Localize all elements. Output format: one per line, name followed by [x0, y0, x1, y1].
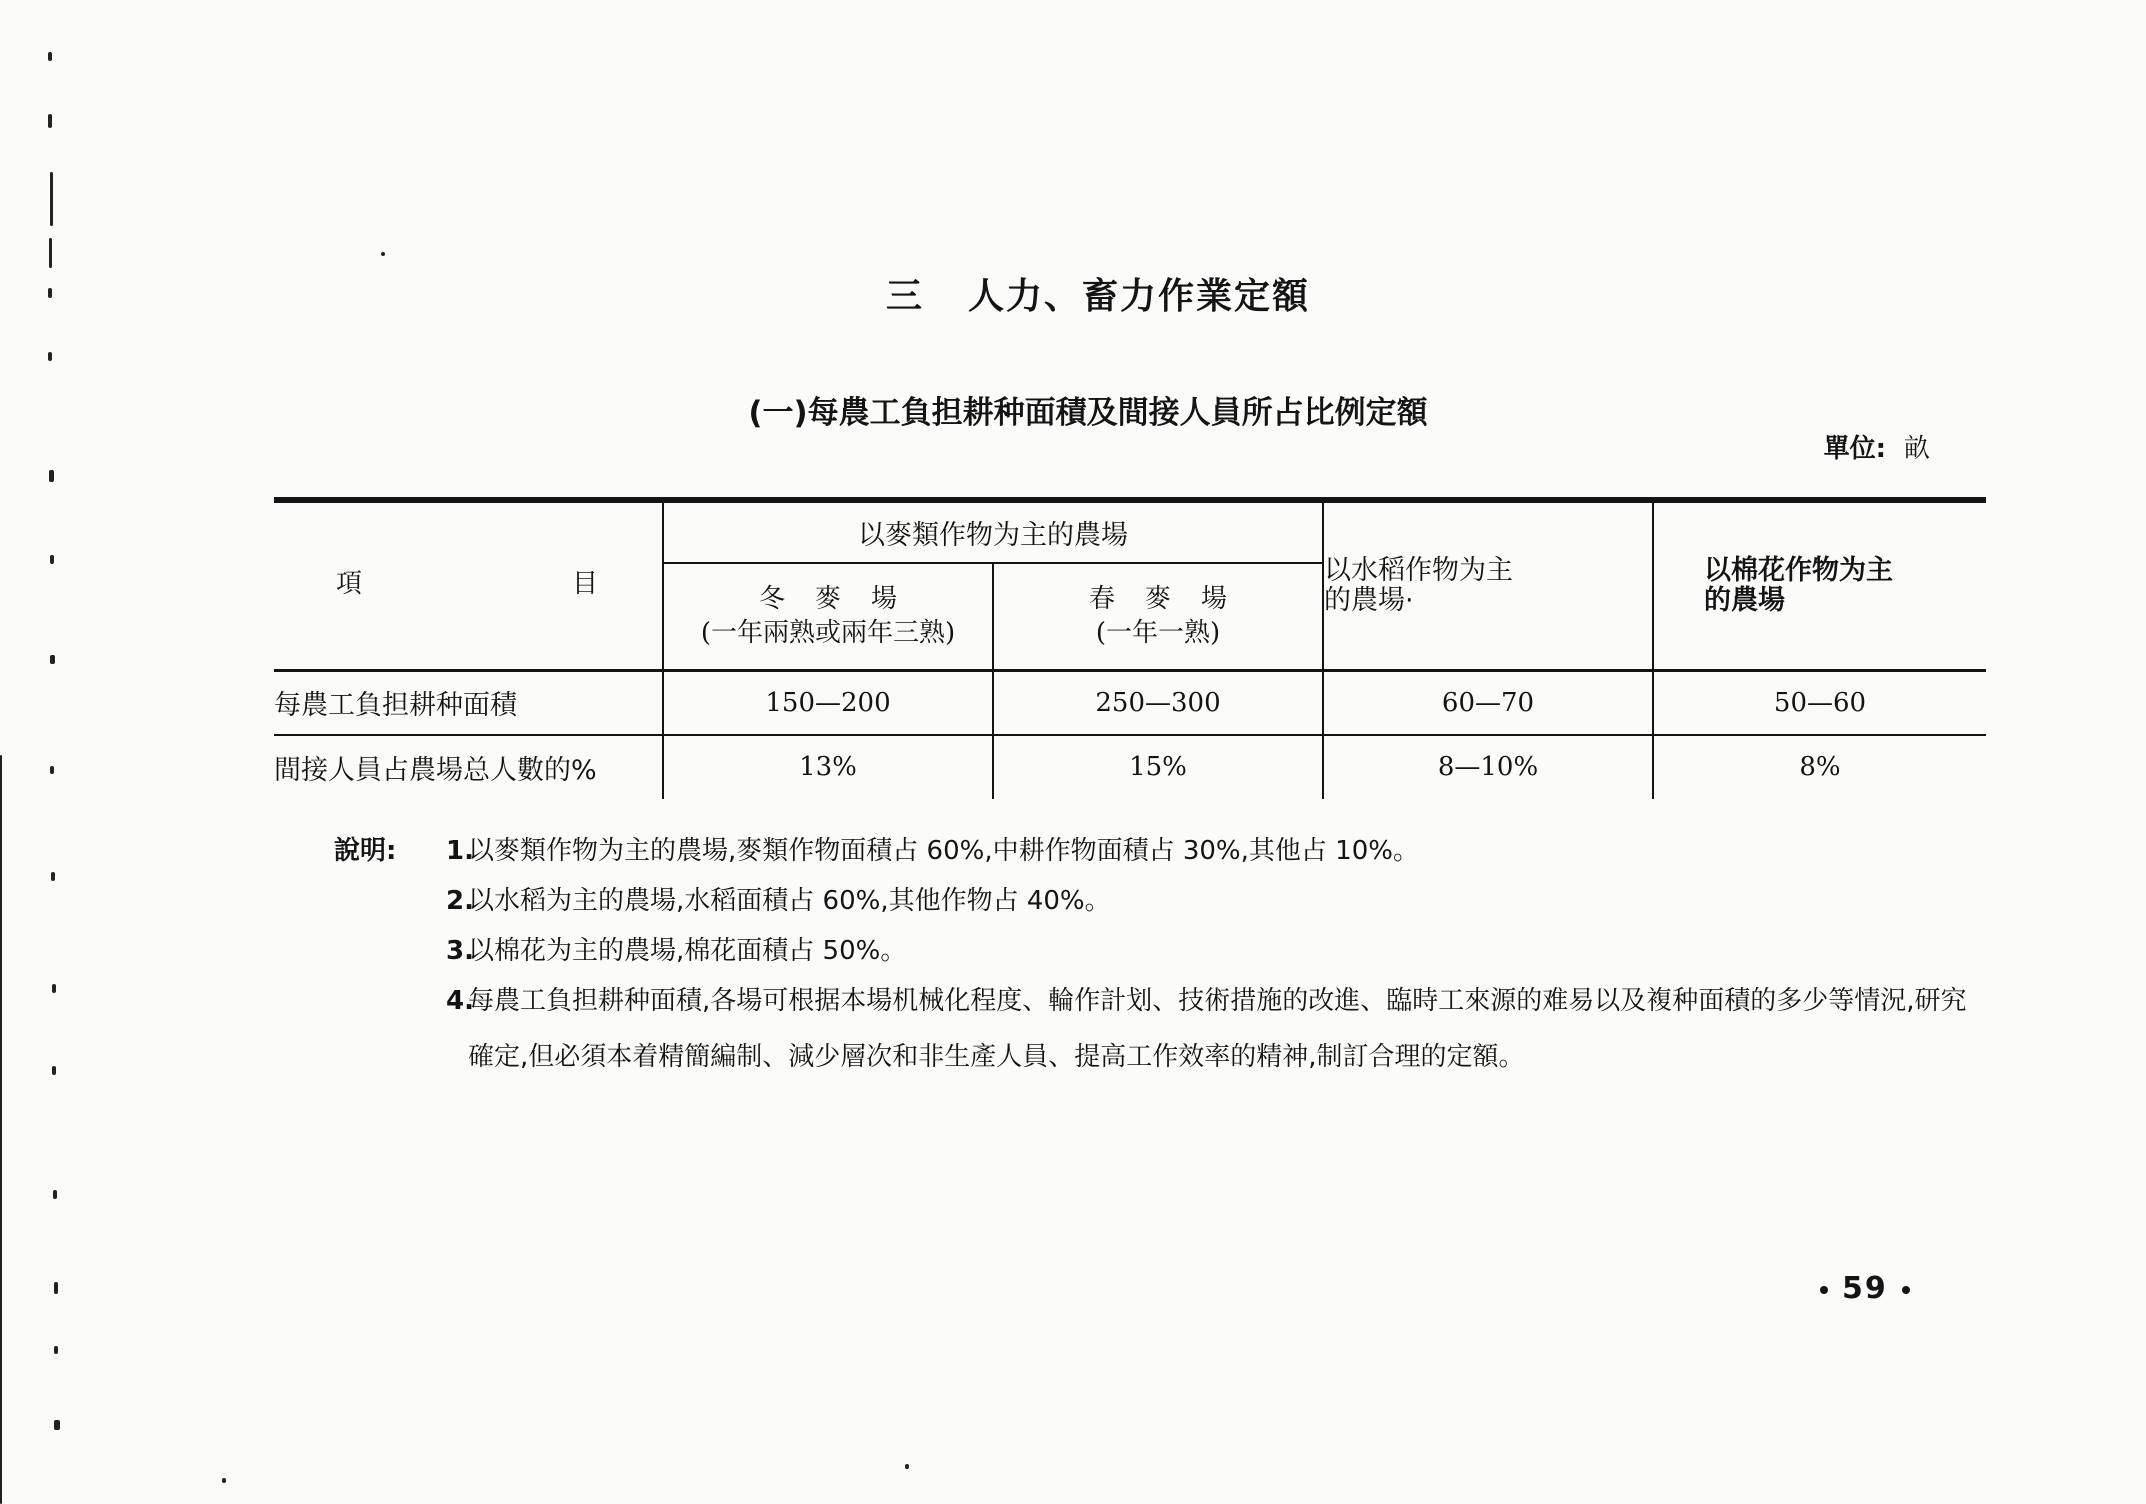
scan-mark: [53, 1190, 57, 1199]
spring-wheat-note: (一年一熟): [1095, 618, 1221, 649]
table-row: [274, 735, 1986, 799]
spring-wheat-name: 春麥場: [1088, 584, 1257, 615]
unit-value: 畝: [1903, 434, 1930, 464]
note-text: 每農工負担耕种面積,各場可根据本場机械化程度、輪作計划、技術措施的改進、臨時工來源的难易以及複种面積的多少等情況,研究確定,但必須本着精簡編制、減少層次和非生產人員、提高工作效率的精神,制訂合理的定額。: [468, 986, 1967, 1072]
spring-wheat-header: [993, 563, 1323, 671]
item-header-right: 目: [571, 569, 598, 599]
table-cell: 150—200: [663, 671, 993, 735]
scan-mark: [48, 114, 52, 128]
cotton-header-line1: 以棉花作物为主: [1704, 555, 1893, 586]
row-label: 每農工負担耕种面積: [274, 671, 663, 735]
item-header: [274, 503, 663, 671]
rice-header-line2: 的農場·: [1324, 585, 1414, 616]
table-row: [274, 671, 1986, 735]
rice-header: [1323, 503, 1653, 671]
scan-mark: [52, 984, 56, 993]
note-item: [446, 876, 2024, 926]
notes-list: [446, 826, 2024, 1085]
notes: [334, 826, 2024, 1085]
unit-label: [1824, 428, 1930, 465]
scan-mark: [50, 655, 55, 664]
wheat-group-header: 以麥類作物为主的農場: [663, 503, 1323, 563]
table-cell: 50—60: [1653, 671, 1986, 735]
scan-mark: [49, 238, 52, 268]
page-number-text: 59: [1842, 1271, 1888, 1306]
winter-wheat-header: [663, 563, 993, 671]
table-cell: 60—70: [1323, 671, 1653, 735]
table-cell: 15%: [993, 735, 1323, 799]
scan-mark: [48, 352, 52, 361]
note-text: 以水稻为主的農場,水稻面積占 60%,其他作物占 40%。: [468, 886, 1111, 916]
note-item: [446, 826, 2024, 876]
scan-mark: [52, 1066, 56, 1075]
scan-mark: [222, 1478, 226, 1483]
note-text: 以麥類作物为主的農場,麥類作物面積占 60%,中耕作物面積占 30%,其他占 10%。: [468, 836, 1419, 866]
scan-mark: [51, 872, 55, 881]
section-title-text: 人力、畜力作業定額: [968, 276, 1311, 317]
scan-mark: [49, 470, 54, 482]
section-number: 三: [885, 276, 924, 317]
table-cell: 250—300: [993, 671, 1323, 735]
scan-mark: [54, 1420, 60, 1430]
note-number: 1.: [446, 836, 474, 866]
note-number: 3.: [446, 936, 474, 966]
bullet-dot: [1820, 1286, 1828, 1294]
quota-table: [274, 503, 1986, 799]
scan-mark: [48, 52, 52, 61]
table-title: (一)每農工負担耕种面積及間接人員所占比例定額: [748, 395, 1428, 431]
bullet-dot: [1902, 1286, 1910, 1294]
scan-mark: [50, 766, 54, 774]
scan-mark: [381, 252, 385, 256]
scan-mark: [50, 172, 53, 226]
note-item: [446, 926, 2024, 976]
note-text: 以棉花为主的農場,棉花面積占 50%。: [468, 936, 907, 966]
note-item: [446, 976, 2024, 1085]
notes-label: 說明:: [334, 836, 397, 866]
note-number: 2.: [446, 886, 474, 916]
cotton-header: [1653, 503, 1986, 671]
item-header-left: 項: [336, 569, 363, 599]
scan-mark: [0, 755, 2, 1504]
page-number: [1806, 1271, 1924, 1306]
winter-wheat-name: 冬麥場: [758, 584, 927, 615]
unit-label-text: 單位:: [1823, 434, 1886, 464]
rice-header-line1: 以水稻作物为主: [1324, 555, 1513, 586]
table-cell: 8%: [1653, 735, 1986, 799]
table-cell: 13%: [663, 735, 993, 799]
cotton-header-line2: 的農場: [1704, 585, 1785, 616]
winter-wheat-note: (一年兩熟或兩年三熟): [700, 618, 956, 649]
row-label: 間接人員占農場总人數的%: [274, 754, 597, 786]
table-cell: 8—10%: [1323, 735, 1653, 799]
scan-mark: [905, 1464, 909, 1469]
scan-mark: [54, 1282, 58, 1294]
quota-table-container: [274, 497, 1986, 799]
scan-mark: [50, 555, 54, 564]
scan-mark: [54, 1346, 58, 1354]
section-title: [0, 268, 2146, 319]
note-number: 4.: [446, 986, 474, 1016]
